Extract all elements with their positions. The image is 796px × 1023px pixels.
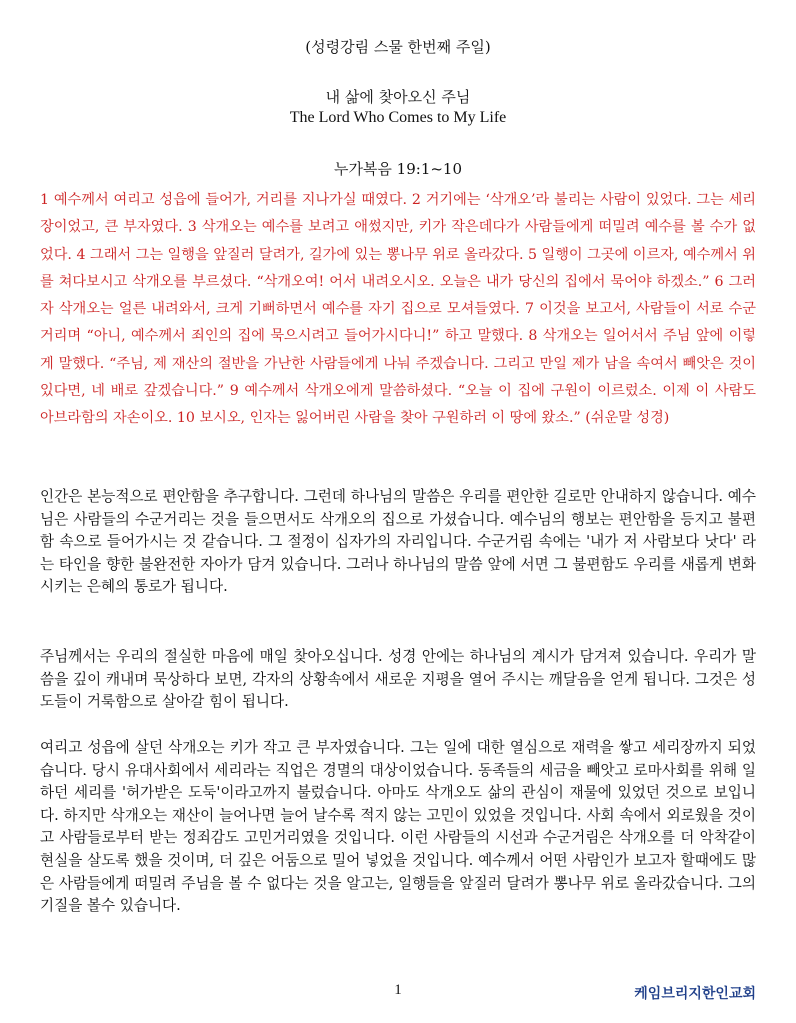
body-paragraph-2: 주님께서는 우리의 절실한 마음에 매일 찾아오십니다. 성경 안에는 하나님의 계시가 담겨져 있습니다. 우리가 말씀을 깊이 캐내며 묵상하다 보면, 각자의 상황속에서 새로운 지평을 열어 주시는 깨달음을 얻게 됩니다. 그것은 성도들이 거룩함으로 살아갈 힘이 됩니다. <box>40 648 756 711</box>
sermon-title-korean: 내 삶에 찾아오신 주님 <box>325 88 471 106</box>
scripture-reference: 누가복음 19:1~10 <box>333 160 463 178</box>
body-paragraph-3: 여리고 성읍에 살던 삭개오는 키가 작고 큰 부자였습니다. 그는 일에 대한 열심으로 재력을 쌓고 세리장까지 되었습니다. 당시 유대사회에서 세리라는 직업은 경멸의 대상이었습니다. 동족들의 세금을 빼앗고 로마사회를 위해 일하던 세리를 '허가받은 도둑'이라고까지 불렀습니다. 아마도 삭개오도 삶의 관심이 재물에 있었던 것으로 보입니다. 하지만 삭개오는 재산이 늘어나면 늘어 날수록 적지 않는 고민이 있었을 것입니다. 사회 속에서 외로웠을 것이고 사람들로부터 받는 정죄감도 고민거리였을 것입니다. 이런 사람들의 시선과 수군거림은 삭개오를 더 악착같이 현실을 살도록 했을 것이며, 더 깊은 어둠으로 밀어 넣었을 것입니다. 예수께서 어떤 사람인가 보고자 할때에도 많은 사람들에게 떠밀려 주님을 볼 수 없다는 것을 알고는, 일행들을 앞질러 달려가 뽕나무 위로 올라갔습니다. 그의 기질을 볼수 있습니다. <box>40 739 756 915</box>
body-paragraph-1: 인간은 본능적으로 편안함을 추구합니다. 그런데 하나님의 말씀은 우리를 편안한 길로만 안내하지 않습니다. 예수님은 사람들의 수군거리는 것을 들으면서도 삭개오의 집으로 가셨습니다. 예수님의 행보는 편안함을 등지고 불편함 속으로 들어가시는 것 같습니다. 그 절정이 십자가의 자리입니다. 수군거림 속에는 '내가 저 사람보다 낫다' 라는 타인을 향한 불완전한 자아가 담겨 있습니다. 그러나 하나님의 말씀 앞에 서면 그 불편함도 우리를 새롭게 변화시키는 은혜의 통로가 됩니다. <box>40 488 756 596</box>
page-number: 1 <box>394 982 402 998</box>
liturgical-subtitle: (성령강림 스물 한번째 주일) <box>305 38 491 56</box>
scripture-passage: 1 예수께서 여리고 성읍에 들어가, 거리를 지나가실 때였다. 2 거기에는 ‘삭개오’라 불리는 사람이 있었다. 그는 세리장이었고, 큰 부자였다. 3 삭개오는 예수를 보려고 애썼지만, 키가 작은데다가 사람들에게 떠밀려 예수를 볼 수가 없었다. 4 그래서 그는 일행을 앞질러 달려가, 길가에 있는 뽕나무 위로 올라갔다. 5 일행이 그곳에 이르자, 예수께서 위를 쳐다보시고 삭개오를 부르셨다. “삭개오여! 어서 내려오시오. 오늘은 내가 당신의 집에서 묵어야 하겠소.” 6 그러자 삭개오는 얼른 내려와서, 크게 기뻐하면서 예수를 자기 집으로 모셔들였다. 7 이것을 보고서, 사람들이 서로 수군거리며 “아니, 예수께서 죄인의 집에 묵으시려고 들어가시다니!” 하고 말했다. 8 삭개오는 일어서서 주님 앞에 이렇게 말했다. “주님, 제 재산의 절반을 가난한 사람들에게 나눠 주겠습니다. 그리고 만일 제가 남을 속여서 빼앗은 것이 있다면, 네 배로 갚겠습니다.” 9 예수께서 삭개오에게 말씀하셨다. “오늘 이 집에 구원이 이르렀소. 이제 이 사람도 아브라함의 자손이오. 10 보시오, 인자는 잃어버린 사람을 찾아 구원하러 이 땅에 왔소.” (쉬운말 성경) <box>40 192 756 427</box>
page-footer <box>0 980 796 1004</box>
church-name: 케임브리지한인교회 <box>634 986 756 1002</box>
sermon-title-english: The Lord Who Comes to My Life <box>289 109 507 126</box>
